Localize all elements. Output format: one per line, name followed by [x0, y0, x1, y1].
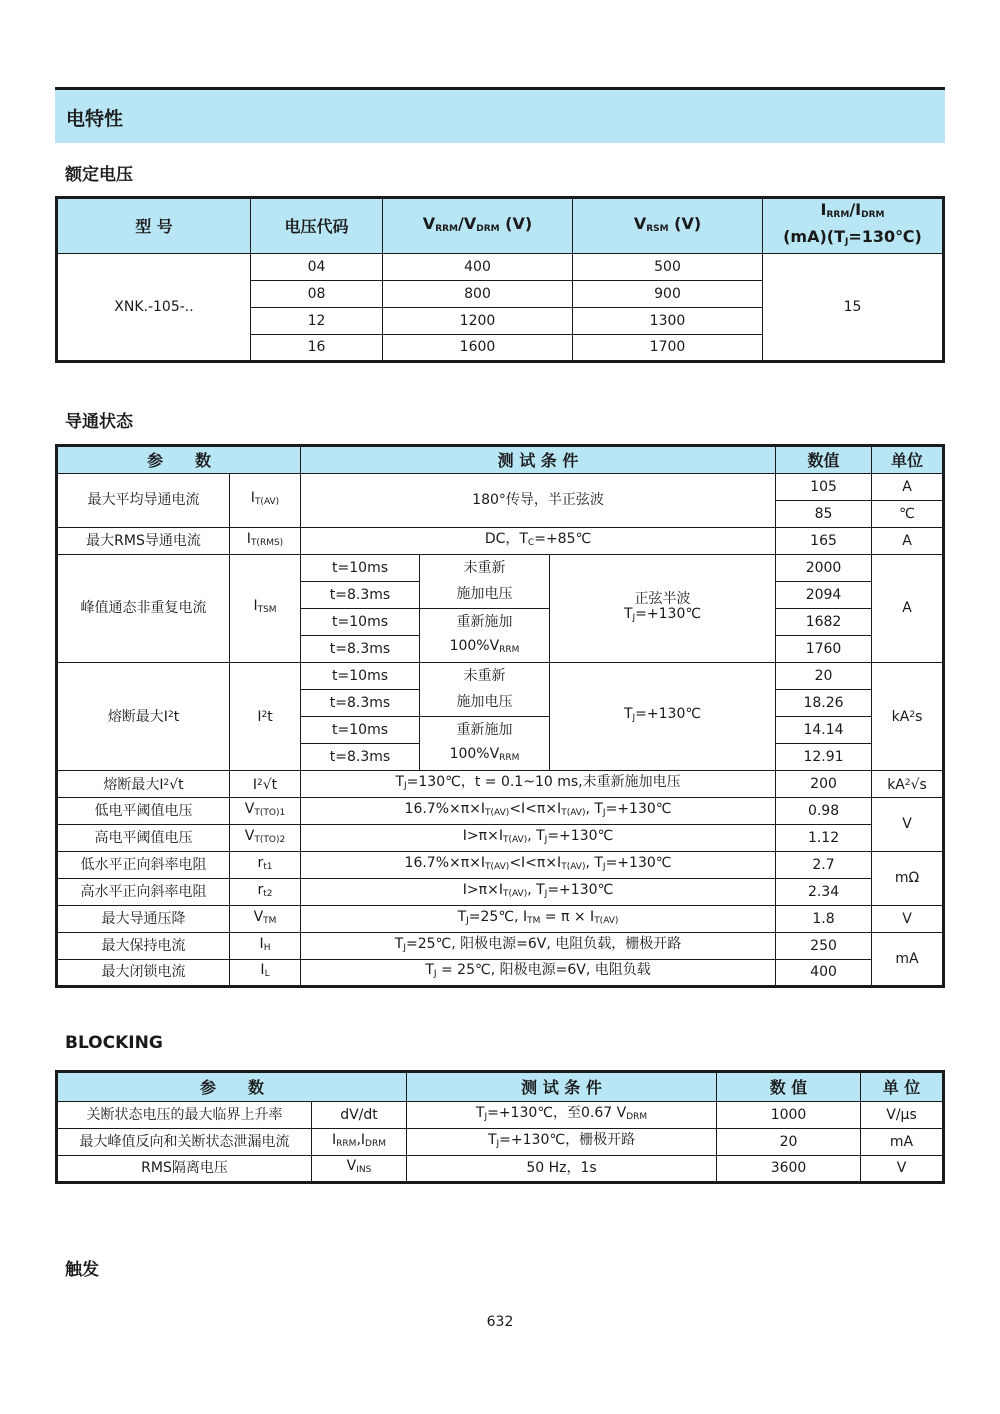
value-cell: 2000 [776, 555, 872, 582]
param-name: 最大保持电流 [57, 933, 230, 960]
current-cell: 15 [763, 254, 944, 362]
test-condition: $T_J=25℃$, 阳极电源=6V, 电阻负载，栅极开路 [301, 933, 776, 960]
param-name: 熔断最大$I^2√t$ [57, 771, 230, 798]
table-cell: 12 [251, 308, 383, 335]
col-param: 参 数 [57, 446, 301, 474]
time-cell: t=8.3ms [301, 690, 420, 717]
param-symbol: $V_{INS}$ [312, 1156, 407, 1183]
blocking-table [55, 1070, 945, 1184]
col-unit: 单位 [872, 446, 944, 474]
param-name: 低水平正向斜率电阻 [57, 852, 230, 879]
col-vrrm: $V_{RRM}/V_{DRM}$ (V) [383, 198, 573, 254]
param-symbol: $V_{T(TO)2}$ [230, 825, 301, 852]
param-symbol: $r_{t2}$ [230, 879, 301, 906]
param-name: 最大闭锁电流 [57, 960, 230, 987]
unit-cell: V [872, 906, 944, 933]
no-reapply-cell: 施加电压 [420, 582, 550, 609]
value-cell: 1760 [776, 636, 872, 663]
test-condition: $I>\pi\times I_{T(AV)}$, $T_J=+130℃$ [301, 825, 776, 852]
reapply-cell: 重新施加 [420, 609, 550, 636]
test-condition: 180°传导，半正弦波 [301, 474, 776, 528]
test-condition: 50 Hz，1s [407, 1156, 717, 1183]
table-cell: 1600 [383, 335, 573, 362]
on-state-table [55, 444, 945, 988]
table-cell: 04 [251, 254, 383, 281]
time-cell: t=8.3ms [301, 636, 420, 663]
table-cell: 08 [251, 281, 383, 308]
table-cell: 400 [383, 254, 573, 281]
section-banner [55, 90, 945, 143]
unit-cell: ℃ [872, 501, 944, 528]
test-condition: 正弦半波 $T_J=+130℃$ [550, 555, 776, 663]
value-cell: 250 [776, 933, 872, 960]
unit-cell: mΩ [872, 852, 944, 906]
no-reapply-cell: 未重新 [420, 555, 550, 582]
unit-cell: mA [861, 1129, 944, 1156]
param-symbol: $V_{T(TO)1}$ [230, 798, 301, 825]
test-condition: $16.7\%\times\pi\times I_{T(AV)}<I<\pi\times I_{T(AV)}$, $T_J=+130℃$ [301, 852, 776, 879]
time-cell: t=8.3ms [301, 744, 420, 771]
param-name: 熔断最大$I^2t$ [57, 663, 230, 771]
col-value: 数值 [776, 446, 872, 474]
value-cell: 1.8 [776, 906, 872, 933]
value-cell: 20 [717, 1129, 861, 1156]
param-symbol: $V_{TM}$ [230, 906, 301, 933]
test-condition: $16.7\%\times\pi\times I_{T(AV)}<I<\pi\times I_{T(AV)}$, $T_J=+130℃$ [301, 798, 776, 825]
unit-cell: A [872, 555, 944, 663]
page-number: 632 [486, 1314, 514, 1330]
param-symbol: dV/dt [312, 1102, 407, 1129]
value-cell: 20 [776, 663, 872, 690]
col-cond: 测 试 条 件 [301, 446, 776, 474]
param-name: RMS隔离电压 [57, 1156, 312, 1183]
unit-cell: A [872, 528, 944, 555]
value-cell: 2094 [776, 582, 872, 609]
table-cell: 800 [383, 281, 573, 308]
value-cell: 85 [776, 501, 872, 528]
param-symbol: $I_H$ [230, 933, 301, 960]
section-title: 电特性 [66, 108, 124, 130]
rated-voltage-heading: 额定电压 [65, 165, 133, 185]
unit-cell: $kA^2s$ [872, 663, 944, 771]
param-symbol: $I_{T(AV)}$ [230, 474, 301, 528]
value-cell: 105 [776, 474, 872, 501]
col-value: 数 值 [717, 1072, 861, 1102]
param-name: 最大RMS导通电流 [57, 528, 230, 555]
unit-cell: V/μs [861, 1102, 944, 1129]
reapply-cell: $100\%V_{RRM}$ [420, 744, 550, 771]
unit-cell: V [861, 1156, 944, 1183]
table-cell: 1200 [383, 308, 573, 335]
no-reapply-cell: 施加电压 [420, 690, 550, 717]
value-cell: 400 [776, 960, 872, 987]
time-cell: t=10ms [301, 663, 420, 690]
trigger-heading: 触发 [65, 1260, 99, 1280]
test-condition: $T_J=+130℃$，至0.67 $V_{DRM}$ [407, 1102, 717, 1129]
time-cell: t=8.3ms [301, 582, 420, 609]
param-name: 关断状态电压的最大临界上升率 [57, 1102, 312, 1129]
col-param: 参 数 [57, 1072, 407, 1102]
test-condition: $T_J$ = 25℃, 阳极电源=6V, 电阻负载 [301, 960, 776, 987]
unit-cell: mA [872, 933, 944, 987]
param-symbol: $I^2t$ [230, 663, 301, 771]
param-symbol: $I_{TSM}$ [230, 555, 301, 663]
param-name: 低电平阈值电压 [57, 798, 230, 825]
value-cell: 0.98 [776, 798, 872, 825]
table-cell: 16 [251, 335, 383, 362]
col-cond: 测 试 条 件 [407, 1072, 717, 1102]
unit-cell: V [872, 798, 944, 852]
test-condition: DC，$T_C=+85℃$ [301, 528, 776, 555]
param-symbol: $I_{T(RMS)}$ [230, 528, 301, 555]
time-cell: t=10ms [301, 717, 420, 744]
param-symbol: $I_{RRM},I_{DRM}$ [312, 1129, 407, 1156]
col-vrsm: $V_{RSM}$ (V) [573, 198, 763, 254]
table-cell: 1300 [573, 308, 763, 335]
value-cell: 1682 [776, 609, 872, 636]
rated-voltage-table [55, 196, 945, 363]
unit-cell: $kA^2√s$ [872, 771, 944, 798]
table-cell: 500 [573, 254, 763, 281]
param-name: 高电平阈值电压 [57, 825, 230, 852]
value-cell: 1.12 [776, 825, 872, 852]
model-cell: XNK.-105-.. [57, 254, 251, 362]
value-cell: 14.14 [776, 717, 872, 744]
value-cell: 18.26 [776, 690, 872, 717]
reapply-cell: $100\%V_{RRM}$ [420, 636, 550, 663]
table-cell: 1700 [573, 335, 763, 362]
table-cell: 900 [573, 281, 763, 308]
col-unit: 单 位 [861, 1072, 944, 1102]
param-name: 高水平正向斜率电阻 [57, 879, 230, 906]
value-cell: 200 [776, 771, 872, 798]
test-condition: $T_J=130℃$，t = 0.1~10 ms,未重新施加电压 [301, 771, 776, 798]
value-cell: 1000 [717, 1102, 861, 1129]
value-cell: 2.7 [776, 852, 872, 879]
on-state-heading: 导通状态 [65, 412, 133, 432]
test-condition: $T_J=+130℃$，栅极开路 [407, 1129, 717, 1156]
param-name: 最大峰值反向和关断状态泄漏电流 [57, 1129, 312, 1156]
param-name: 峰值通态非重复电流 [57, 555, 230, 663]
col-model: 型 号 [57, 198, 251, 254]
time-cell: t=10ms [301, 555, 420, 582]
value-cell: 12.91 [776, 744, 872, 771]
col-irrm: $I_{RRM}/I_{DRM}$ $(mA)(T_J=130℃)$ [763, 198, 944, 254]
test-condition: $I>\pi\times I_{T(AV)}$, $T_J=+130℃$ [301, 879, 776, 906]
blocking-heading: BLOCKING [65, 1033, 163, 1053]
col-code: 电压代码 [251, 198, 383, 254]
time-cell: t=10ms [301, 609, 420, 636]
param-name: 最大导通压降 [57, 906, 230, 933]
reapply-cell: 重新施加 [420, 717, 550, 744]
test-condition: $T_J=+130℃$ [550, 663, 776, 771]
param-symbol: $r_{t1}$ [230, 852, 301, 879]
test-condition: $T_J=25℃$, $I_{TM} = \pi \times I_{T(AV)}$ [301, 906, 776, 933]
param-name: 最大平均导通电流 [57, 474, 230, 528]
no-reapply-cell: 未重新 [420, 663, 550, 690]
value-cell: 3600 [717, 1156, 861, 1183]
value-cell: 165 [776, 528, 872, 555]
param-symbol: $I_L$ [230, 960, 301, 987]
param-symbol: $I^2√t$ [230, 771, 301, 798]
unit-cell: A [872, 474, 944, 501]
value-cell: 2.34 [776, 879, 872, 906]
